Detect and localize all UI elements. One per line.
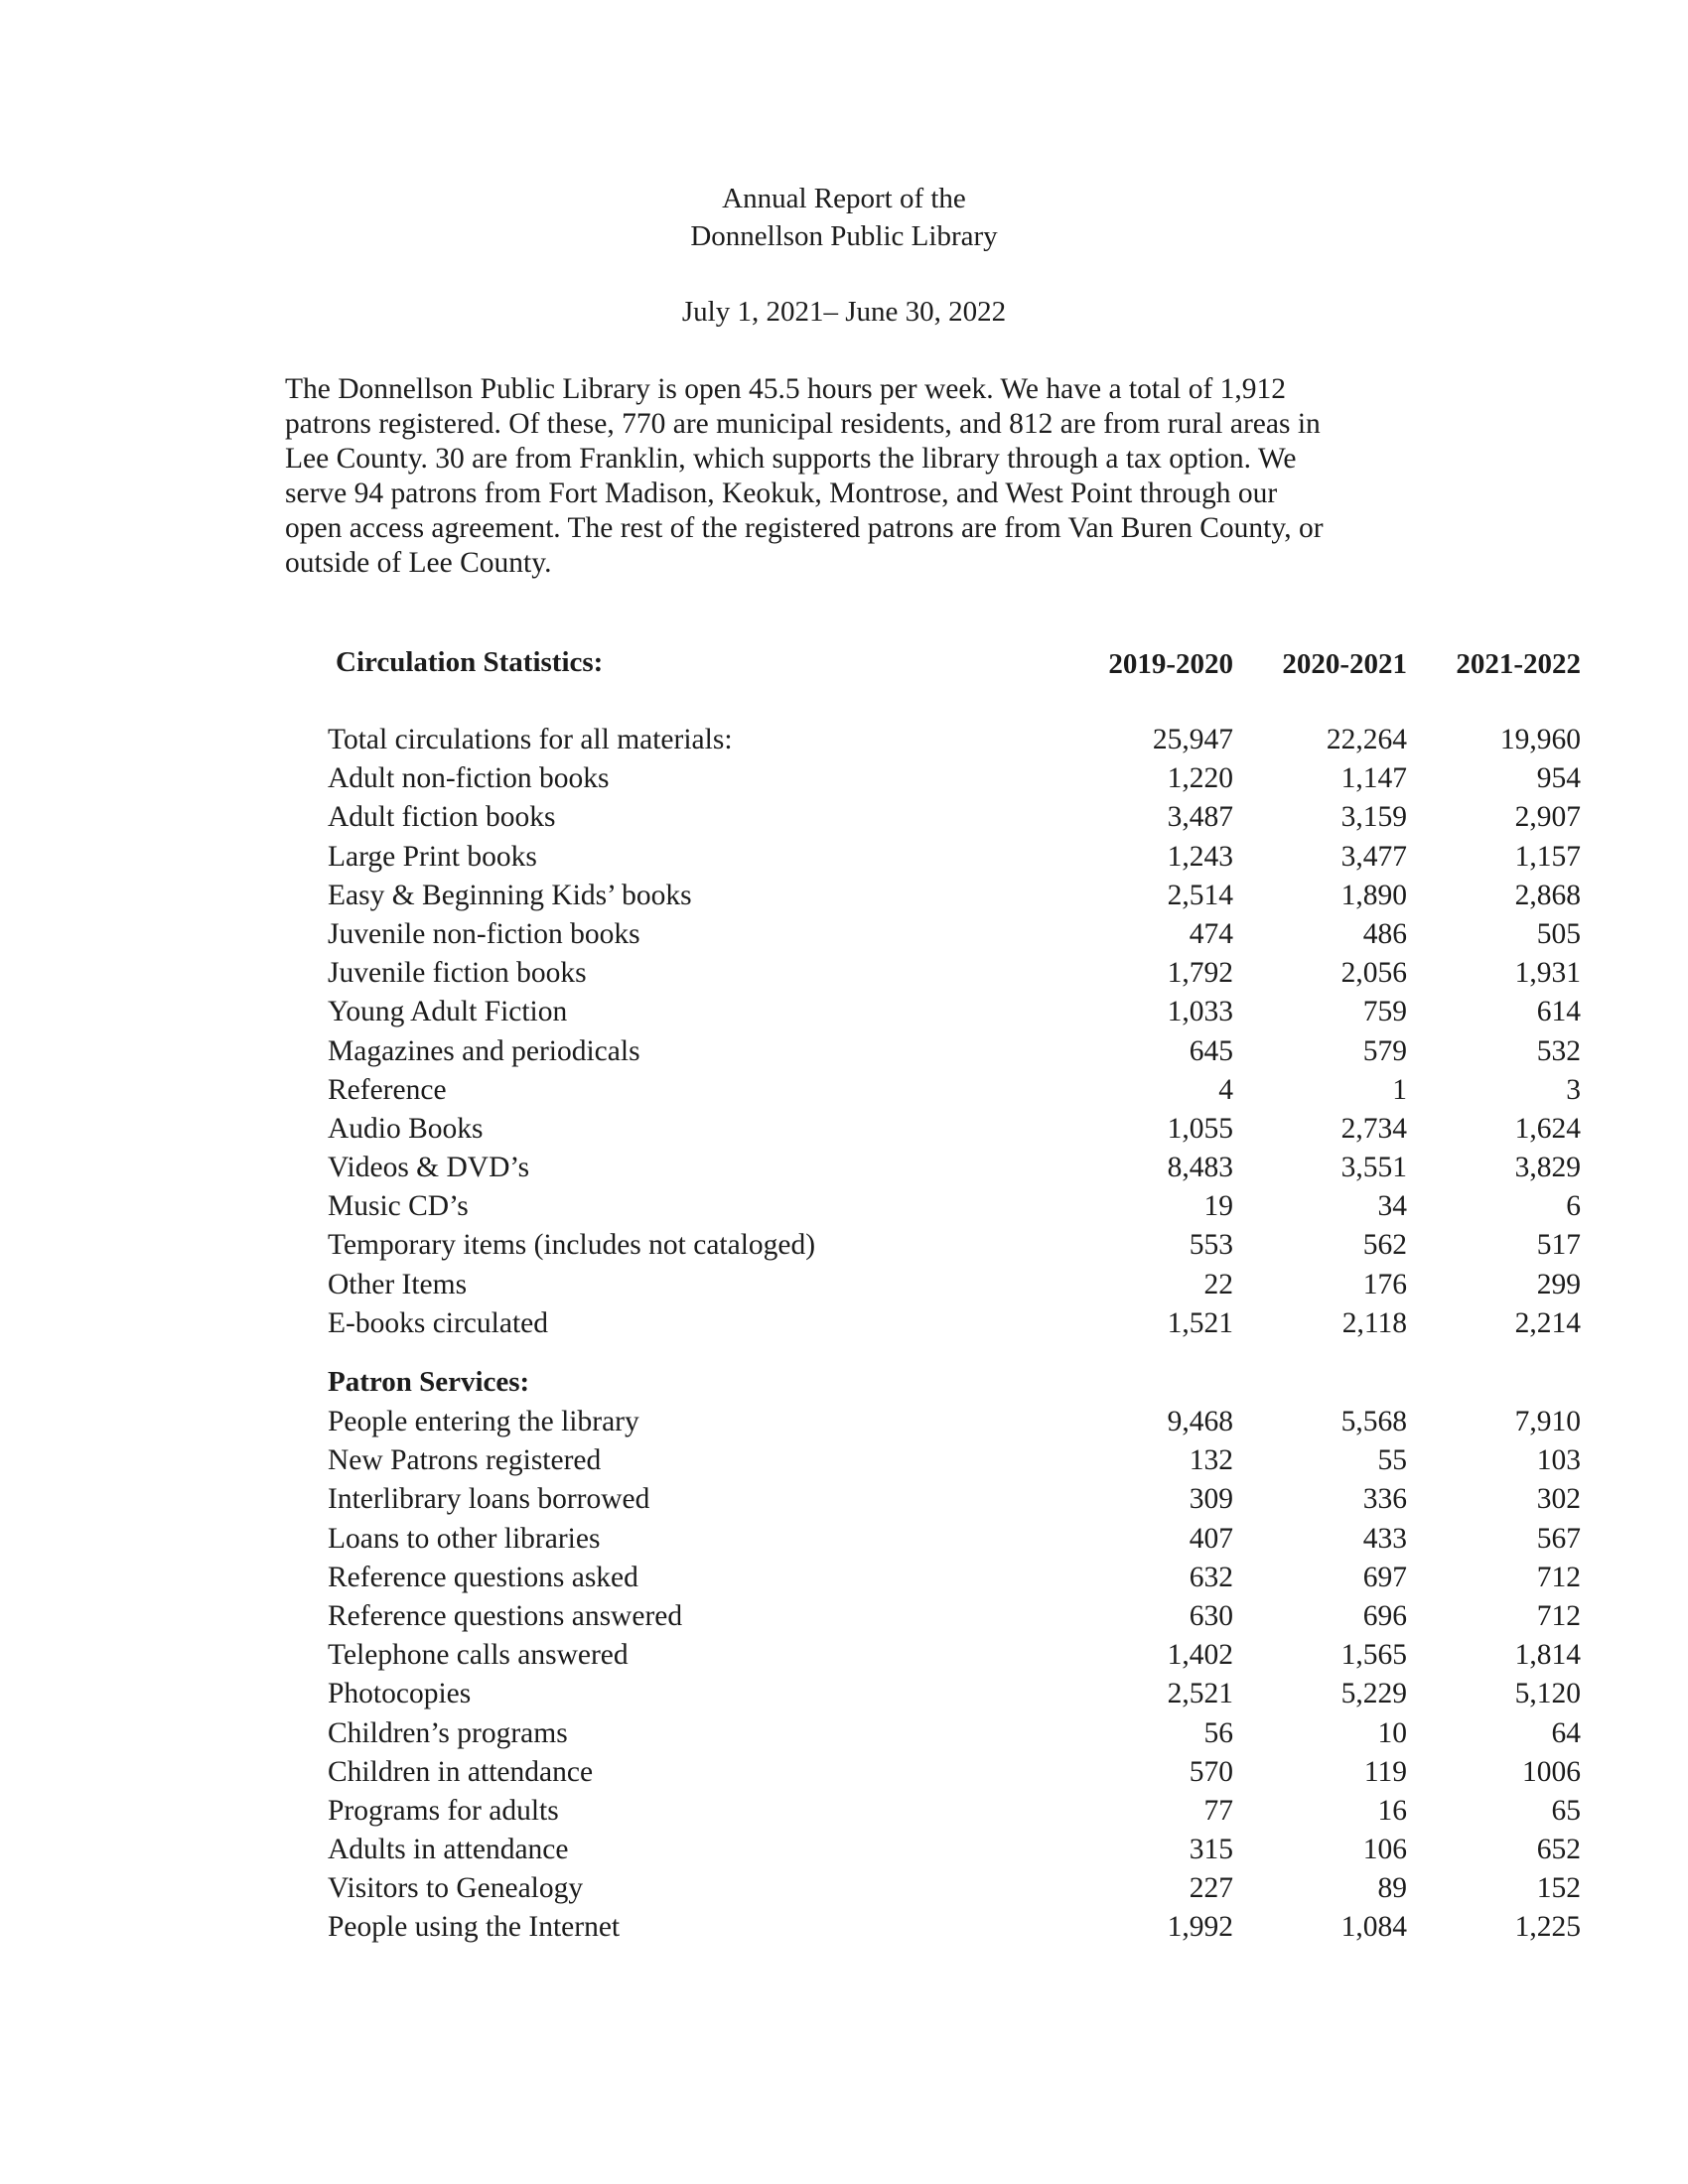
circulation-rows — [328, 724, 1581, 1346]
row-value: 132 — [1189, 1444, 1233, 1477]
row-value: 89 — [1377, 1872, 1407, 1905]
table-row — [328, 1561, 1581, 1600]
row-value: 652 — [1536, 1834, 1581, 1866]
row-value: 309 — [1189, 1483, 1233, 1516]
row-value: 553 — [1189, 1229, 1233, 1262]
row-label: Telephone calls answered — [328, 1639, 629, 1672]
table-row — [328, 762, 1581, 801]
row-label: Videos & DVD’s — [328, 1152, 530, 1184]
row-value: 4 — [1218, 1073, 1233, 1106]
row-value: 19,960 — [1499, 724, 1581, 755]
intro-paragraph — [285, 372, 1457, 581]
row-value: 1,992 — [1167, 1911, 1233, 1944]
row-value: 227 — [1189, 1872, 1233, 1905]
patron-rows — [328, 1406, 1581, 1951]
table-row — [328, 1755, 1581, 1795]
row-value: 632 — [1189, 1561, 1233, 1593]
row-label: New Patrons registered — [328, 1444, 602, 1477]
row-label: Temporary items (includes not cataloged) — [328, 1229, 816, 1262]
row-value: 152 — [1536, 1872, 1581, 1905]
intro-line: The Donnellson Public Library is open 45.5 hours per week. We have a total of 1,912 — [285, 373, 1287, 405]
row-value: 954 — [1536, 762, 1581, 795]
table-row — [328, 840, 1581, 880]
row-value: 2,514 — [1167, 879, 1233, 911]
row-value: 712 — [1536, 1599, 1581, 1632]
table-row — [328, 1268, 1581, 1307]
intro-line: Lee County. 30 are from Franklin, which supports the library through a tax option. We — [285, 443, 1297, 475]
row-value: 696 — [1362, 1599, 1407, 1632]
row-value: 10 — [1377, 1716, 1407, 1749]
row-value: 64 — [1551, 1716, 1581, 1749]
row-value: 2,734 — [1340, 1112, 1407, 1145]
patron-header-row — [328, 1366, 1450, 1406]
row-label: Juvenile non-fiction books — [328, 917, 640, 950]
row-value: 302 — [1536, 1483, 1581, 1516]
row-value: 299 — [1536, 1268, 1581, 1300]
row-value: 25,947 — [1152, 724, 1233, 755]
table-row — [328, 1229, 1581, 1268]
row-value: 56 — [1203, 1716, 1233, 1749]
row-value: 407 — [1189, 1522, 1233, 1555]
row-value: 176 — [1362, 1268, 1407, 1300]
row-label: Adults in attendance — [328, 1834, 569, 1866]
row-value: 22,264 — [1326, 724, 1407, 755]
year-header: 2019-2020 — [1108, 648, 1233, 680]
row-label: Loans to other libraries — [328, 1522, 601, 1555]
row-value: 336 — [1362, 1483, 1407, 1516]
row-value: 1,243 — [1167, 840, 1233, 873]
table-row — [328, 1483, 1581, 1522]
row-value: 1,055 — [1167, 1112, 1233, 1145]
report-title-line2: Donnellson Public Library — [690, 220, 998, 252]
row-value: 1,814 — [1514, 1639, 1581, 1672]
table-row — [328, 1406, 1581, 1444]
row-value: 2,118 — [1341, 1306, 1407, 1339]
row-label: Adult non-fiction books — [328, 762, 610, 795]
row-value: 103 — [1536, 1444, 1581, 1477]
row-label: Young Adult Fiction — [328, 996, 568, 1028]
row-value: 8,483 — [1167, 1152, 1233, 1184]
row-value: 2,521 — [1167, 1678, 1233, 1710]
intro-line: outside of Lee County. — [285, 547, 552, 579]
row-value: 697 — [1362, 1561, 1407, 1593]
table-row — [328, 1794, 1581, 1834]
report-title-line1: Annual Report of the — [722, 183, 966, 214]
row-label: Magazines and periodicals — [328, 1034, 640, 1067]
row-value: 1,792 — [1167, 957, 1233, 990]
row-value: 34 — [1377, 1190, 1407, 1223]
row-value: 1,084 — [1340, 1911, 1407, 1944]
row-label: E-books circulated — [328, 1306, 548, 1339]
row-value: 5,229 — [1340, 1678, 1407, 1710]
row-value: 9,468 — [1167, 1406, 1233, 1437]
row-value: 433 — [1362, 1522, 1407, 1555]
row-value: 1,033 — [1167, 996, 1233, 1028]
table-row — [328, 1073, 1581, 1113]
row-label: Juvenile fiction books — [328, 957, 587, 990]
table-row — [328, 996, 1581, 1034]
row-value: 567 — [1536, 1522, 1581, 1555]
circulation-title: Circulation Statistics: — [336, 646, 604, 678]
row-value: 19 — [1203, 1190, 1233, 1223]
row-value: 505 — [1536, 917, 1581, 950]
row-value: 570 — [1189, 1755, 1233, 1788]
row-value: 1006 — [1522, 1755, 1581, 1788]
row-value: 759 — [1362, 996, 1407, 1028]
row-label: Music CD’s — [328, 1190, 469, 1223]
row-value: 1,225 — [1514, 1911, 1581, 1944]
row-value: 1,220 — [1167, 762, 1233, 795]
row-value: 119 — [1363, 1755, 1407, 1788]
intro-line: open access agreement. The rest of the registered patrons are from Van Buren County, or — [285, 512, 1324, 544]
table-row — [328, 1599, 1581, 1639]
row-value: 65 — [1551, 1794, 1581, 1827]
year-header: 2020-2021 — [1282, 648, 1407, 680]
row-value: 630 — [1189, 1599, 1233, 1632]
row-value: 3,551 — [1340, 1152, 1407, 1184]
table-row — [328, 879, 1581, 918]
row-value: 562 — [1362, 1229, 1407, 1262]
report-period: July 1, 2021– June 30, 2022 — [681, 296, 1007, 328]
table-row — [328, 917, 1581, 957]
table-row — [328, 1112, 1581, 1152]
row-value: 3,477 — [1340, 840, 1407, 873]
row-label: Adult fiction books — [328, 801, 556, 834]
row-value: 579 — [1362, 1034, 1407, 1067]
row-label: Reference questions answered — [328, 1599, 683, 1632]
year-header: 2021-2022 — [1456, 648, 1581, 680]
row-label: Total circulations for all materials: — [328, 724, 733, 755]
row-value: 474 — [1189, 917, 1233, 950]
row-value: 5,568 — [1340, 1406, 1407, 1437]
row-value: 77 — [1203, 1794, 1233, 1827]
row-value: 2,056 — [1340, 957, 1407, 990]
intro-line: patrons registered. Of these, 770 are municipal residents, and 812 are from rural areas in — [285, 408, 1321, 440]
row-value: 3,159 — [1340, 801, 1407, 834]
row-value: 2,907 — [1514, 801, 1581, 834]
row-value: 712 — [1536, 1561, 1581, 1593]
row-value: 486 — [1362, 917, 1407, 950]
row-label: People entering the library — [328, 1406, 639, 1437]
row-label: Children in attendance — [328, 1755, 594, 1788]
row-label: Interlibrary loans borrowed — [328, 1483, 650, 1516]
row-value: 1,521 — [1167, 1306, 1233, 1339]
row-label: Photocopies — [328, 1678, 472, 1710]
row-label: Audio Books — [328, 1112, 484, 1145]
row-value: 1,565 — [1340, 1639, 1407, 1672]
row-label: Visitors to Genealogy — [328, 1872, 584, 1905]
circulation-header-row — [328, 646, 1581, 698]
table-row — [328, 1306, 1581, 1346]
row-label: Children’s programs — [328, 1716, 568, 1749]
row-value: 7,910 — [1514, 1406, 1581, 1437]
row-value: 3,829 — [1514, 1152, 1581, 1184]
table-row — [328, 1678, 1581, 1716]
row-value: 2,214 — [1514, 1306, 1581, 1339]
row-value: 1,624 — [1514, 1112, 1581, 1145]
row-value: 1 — [1392, 1073, 1407, 1106]
row-value: 1,890 — [1340, 879, 1407, 911]
row-value: 517 — [1536, 1229, 1581, 1262]
table-row — [328, 1639, 1581, 1678]
table-row — [328, 1834, 1581, 1872]
row-label: Reference questions asked — [328, 1561, 638, 1593]
row-label: People using the Internet — [328, 1911, 621, 1944]
row-value: 106 — [1362, 1834, 1407, 1866]
table-row — [328, 1444, 1581, 1483]
row-value: 532 — [1536, 1034, 1581, 1067]
table-row — [328, 1911, 1581, 1950]
table-row — [328, 1522, 1581, 1562]
patron-services-table — [328, 1366, 1581, 1951]
table-row — [328, 801, 1581, 840]
row-label: Other Items — [328, 1268, 468, 1300]
row-label: Programs for adults — [328, 1794, 559, 1827]
row-value: 2,868 — [1514, 879, 1581, 911]
circulation-statistics-table — [328, 646, 1581, 1346]
table-row — [328, 1716, 1581, 1756]
intro-line: serve 94 patrons from Fort Madison, Keokuk, Montrose, and West Point through our — [285, 478, 1278, 509]
row-value: 1,147 — [1340, 762, 1407, 795]
row-value: 315 — [1189, 1834, 1233, 1866]
row-label: Reference — [328, 1073, 447, 1106]
row-value: 6 — [1566, 1190, 1581, 1223]
row-value: 1,157 — [1514, 840, 1581, 873]
row-value: 645 — [1189, 1034, 1233, 1067]
row-label: Large Print books — [328, 840, 537, 873]
table-row — [328, 1152, 1581, 1190]
table-row — [328, 957, 1581, 996]
table-row — [328, 724, 1581, 762]
patron-services-title: Patron Services: — [328, 1366, 530, 1398]
row-value: 1,402 — [1167, 1639, 1233, 1672]
row-value: 3,487 — [1167, 801, 1233, 834]
row-label: Easy & Beginning Kids’ books — [328, 879, 692, 911]
row-value: 3 — [1566, 1073, 1581, 1106]
row-value: 5,120 — [1514, 1678, 1581, 1710]
row-value: 55 — [1377, 1444, 1407, 1477]
table-row — [328, 1872, 1581, 1911]
row-value: 614 — [1536, 996, 1581, 1028]
row-value: 1,931 — [1514, 957, 1581, 990]
table-row — [328, 1034, 1581, 1074]
table-row — [328, 1190, 1581, 1229]
row-value: 16 — [1377, 1794, 1407, 1827]
row-value: 22 — [1203, 1268, 1233, 1300]
